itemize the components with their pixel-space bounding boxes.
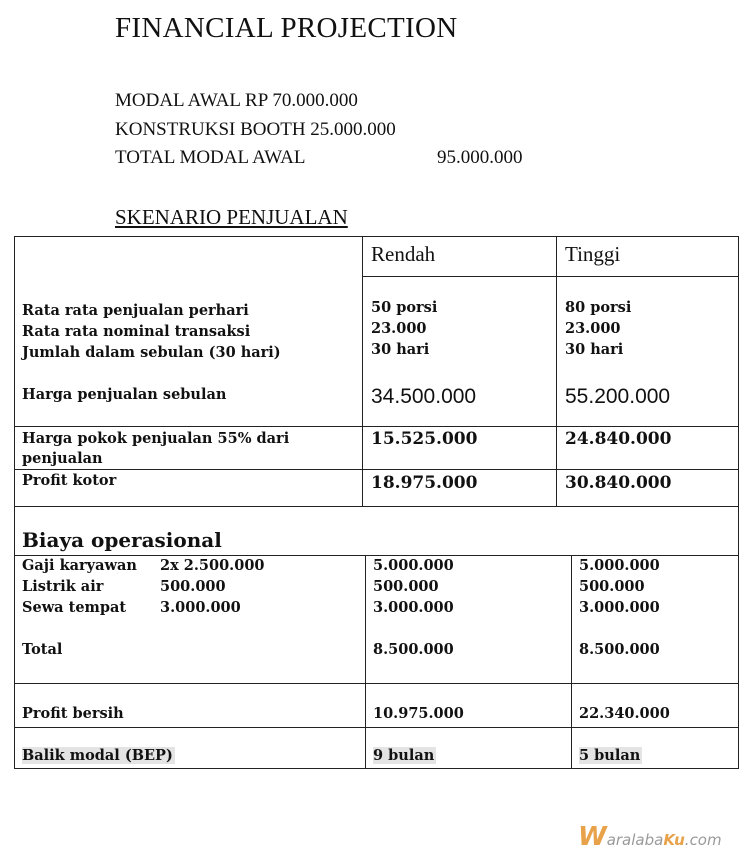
high-hpp: 24.840.000 [565, 429, 672, 449]
opex-name-gaji: Gaji karyawan [22, 557, 137, 574]
bep-high: 5 bulan [579, 747, 641, 764]
label-profit-kotor: Profit kotor [22, 472, 117, 489]
label-hpp-2: penjualan [22, 450, 103, 467]
opex-low-sewa: 3.000.000 [373, 599, 454, 616]
low-profit-kotor: 18.975.000 [371, 473, 478, 493]
label-penjualan-perhari: Rata rata penjualan perhari [22, 302, 249, 319]
label-nominal-transaksi: Rata rata nominal transaksi [22, 323, 251, 340]
profit-bersih-low: 10.975.000 [373, 705, 464, 722]
opex-low-listrik: 500.000 [373, 578, 439, 595]
divider [14, 426, 739, 427]
label-jumlah-sebulan: Jumlah dalam sebulan (30 hari) [22, 344, 281, 361]
bep-low: 9 bulan [373, 747, 435, 764]
watermark-w: W [578, 822, 607, 852]
label-harga-sebulan: Harga penjualan sebulan [22, 386, 227, 403]
opex-high-listrik: 500.000 [579, 578, 645, 595]
divider [14, 727, 739, 728]
opex-total-label: Total [22, 641, 63, 658]
low-hpp: 15.525.000 [371, 429, 478, 449]
watermark-aralaba: aralaba [606, 831, 664, 849]
divider [14, 683, 739, 684]
opex-low-gaji: 5.000.000 [373, 557, 454, 574]
opex-detail-listrik: 500.000 [160, 578, 226, 595]
skenario-title: SKENARIO PENJUALAN [115, 205, 348, 229]
high-hari: 30 hari [565, 341, 624, 358]
high-nominal: 23.000 [565, 320, 621, 337]
low-porsi: 50 porsi [371, 299, 438, 316]
divider [571, 555, 572, 769]
opex-total-low: 8.500.000 [373, 641, 454, 658]
low-harga-sebulan: 34.500.000 [371, 385, 477, 408]
opex-title: Biaya operasional [22, 528, 222, 552]
opex-total-high: 8.500.000 [579, 641, 660, 658]
opex-high-sewa: 3.000.000 [579, 599, 660, 616]
divider [362, 276, 739, 277]
opex-detail-sewa: 3.000.000 [160, 599, 241, 616]
opex-name-listrik: Listrik air [22, 578, 104, 595]
page-title: FINANCIAL PROJECTION [115, 12, 458, 44]
total-modal-value: 95.000.000 [437, 147, 523, 168]
opex-name-sewa: Sewa tempat [22, 599, 127, 616]
profit-bersih-high: 22.340.000 [579, 705, 670, 722]
opex-high-gaji: 5.000.000 [579, 557, 660, 574]
divider [14, 469, 739, 470]
total-modal-line [115, 147, 615, 169]
divider [365, 555, 366, 769]
high-porsi: 80 porsi [565, 299, 632, 316]
high-harga-sebulan: 55.200.000 [565, 385, 671, 408]
profit-bersih-label: Profit bersih [22, 705, 124, 722]
header-tinggi: Tinggi [565, 242, 621, 266]
konstruksi-booth-line: KONSTRUKSI BOOTH 25.000.000 [115, 119, 396, 140]
modal-awal-line: MODAL AWAL RP 70.000.000 [115, 90, 358, 111]
low-hari: 30 hari [371, 341, 430, 358]
label-hpp-1: Harga pokok penjualan 55% dari [22, 430, 290, 447]
bep-label: Balik modal (BEP) [22, 747, 173, 764]
low-nominal: 23.000 [371, 320, 427, 337]
high-profit-kotor: 30.840.000 [565, 473, 672, 493]
watermark-dotcom: .com [684, 831, 722, 849]
total-modal-label: TOTAL MODAL AWAL [115, 147, 306, 168]
watermark-logo [578, 822, 722, 852]
divider [14, 555, 739, 556]
opex-detail-gaji: 2x 2.500.000 [160, 557, 265, 574]
header-rendah: Rendah [371, 242, 436, 266]
watermark-ku: Ku [663, 831, 685, 849]
